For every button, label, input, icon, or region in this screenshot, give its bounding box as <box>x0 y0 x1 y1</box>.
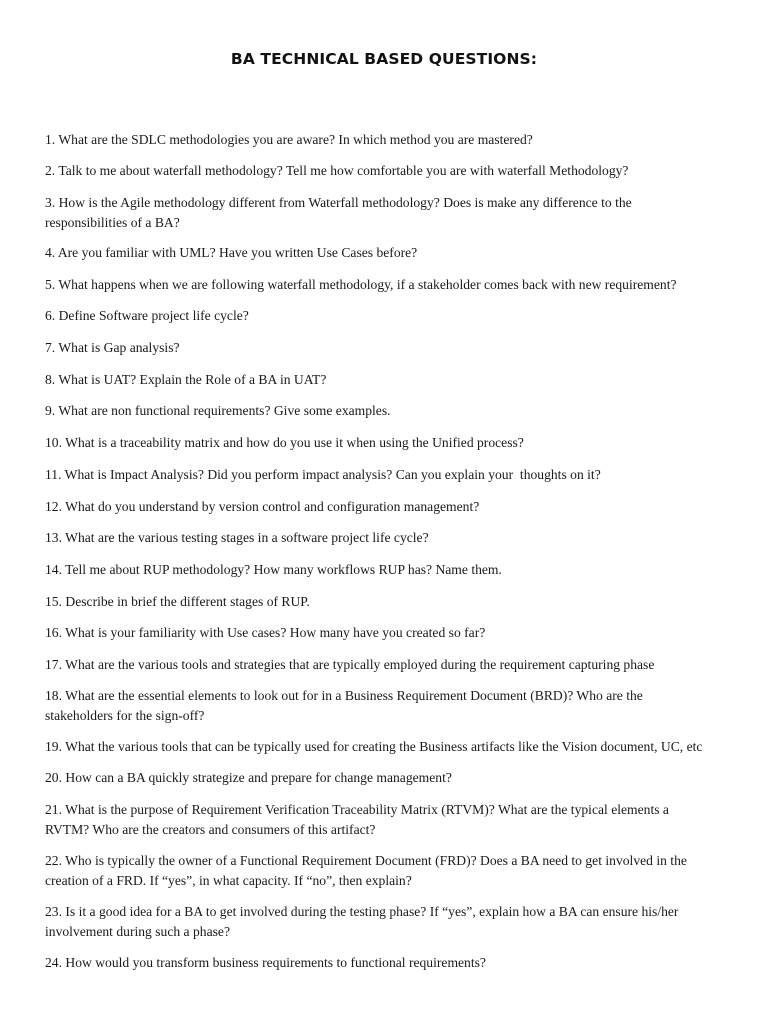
question-14 <box>45 560 735 580</box>
question-20-line-1: 20. How can a BA quickly strategize and prepare for change management? <box>45 770 452 785</box>
question-1 <box>45 130 735 150</box>
question-23-line-1: 23. Is it a good idea for a BA to get involved during the testing phase? If “yes”, explain how a BA can ensure his/her <box>45 904 679 919</box>
question-21 <box>45 800 735 839</box>
question-1-line-1: 1. What are the SDLC methodologies you are aware? In which method you are mastered? <box>45 132 533 147</box>
question-20 <box>45 768 735 788</box>
question-9 <box>45 401 735 421</box>
question-8-line-1: 8. What is UAT? Explain the Role of a BA in UAT? <box>45 372 327 387</box>
question-18 <box>45 686 735 725</box>
question-23-line-2: involvement during such a phase? <box>45 923 230 939</box>
question-13 <box>45 528 735 548</box>
question-3-line-2: responsibilities of a BA? <box>45 214 180 230</box>
question-21-line-1: 21. What is the purpose of Requirement Verification Traceability Matrix (RTVM)? What are the typical elements a <box>45 802 669 817</box>
question-6 <box>45 306 735 326</box>
question-18-line-1: 18. What are the essential elements to look out for in a Business Requirement Document (BRD)? Who are the <box>45 688 643 703</box>
question-3 <box>45 193 735 232</box>
question-10 <box>45 433 735 453</box>
question-22 <box>45 851 735 890</box>
question-2-line-1: 2. Talk to me about waterfall methodology? Tell me how comfortable you are with waterfall Methodology? <box>45 163 629 178</box>
question-16 <box>45 623 735 643</box>
question-15-line-1: 15. Describe in brief the different stages of RUP. <box>45 594 310 609</box>
question-16-line-1: 16. What is your familiarity with Use cases? How many have you created so far? <box>45 625 486 640</box>
question-13-line-1: 13. What are the various testing stages in a software project life cycle? <box>45 530 429 545</box>
question-10-line-1: 10. What is a traceability matrix and how do you use it when using the Unified process? <box>45 435 524 450</box>
question-12-line-1: 12. What do you understand by version control and configuration management? <box>45 499 480 514</box>
question-22-line-1: 22. Who is typically the owner of a Functional Requirement Document (FRD)? Does a BA need to get involved in the <box>45 853 687 868</box>
question-24-line-1: 24. How would you transform business requirements to functional requirements? <box>45 955 486 970</box>
question-3-line-1: 3. How is the Agile methodology different from Waterfall methodology? Does is make any difference to the <box>45 195 632 210</box>
question-17 <box>45 655 735 675</box>
question-2 <box>45 161 735 181</box>
question-7-line-1: 7. What is Gap analysis? <box>45 340 180 355</box>
question-6-line-1: 6. Define Software project life cycle? <box>45 308 249 323</box>
question-11 <box>45 465 735 485</box>
question-11-line-1: 11. What is Impact Analysis? Did you perform impact analysis? Can you explain your thoughts on it? <box>45 467 601 482</box>
question-21-line-2: RVTM? Who are the creators and consumers of this artifact? <box>45 821 376 837</box>
question-5 <box>45 275 735 295</box>
question-15 <box>45 592 735 612</box>
question-17-line-1: 17. What are the various tools and strategies that are typically employed during the requirement capturing phase <box>45 657 655 672</box>
document-title: BA TECHNICAL BASED QUESTIONS: <box>230 50 538 68</box>
question-19 <box>45 737 735 757</box>
question-4-line-1: 4. Are you familiar with UML? Have you written Use Cases before? <box>45 245 418 260</box>
question-14-line-1: 14. Tell me about RUP methodology? How many workflows RUP has? Name them. <box>45 562 502 577</box>
question-18-line-2: stakeholders for the sign-off? <box>45 707 205 723</box>
question-22-line-2: creation of a FRD. If “yes”, in what capacity. If “no”, then explain? <box>45 872 412 888</box>
question-9-line-1: 9. What are non functional requirements? Give some examples. <box>45 403 391 418</box>
question-24 <box>45 953 735 973</box>
question-23 <box>45 902 735 941</box>
question-12 <box>45 497 735 517</box>
question-4 <box>45 243 735 263</box>
question-7 <box>45 338 735 358</box>
question-5-line-1: 5. What happens when we are following waterfall methodology, if a stakeholder comes back with new requirement? <box>45 277 677 292</box>
question-8 <box>45 370 735 390</box>
question-19-line-1: 19. What the various tools that can be typically used for creating the Business artifacts like the Vision document, UC, etc <box>45 739 703 754</box>
